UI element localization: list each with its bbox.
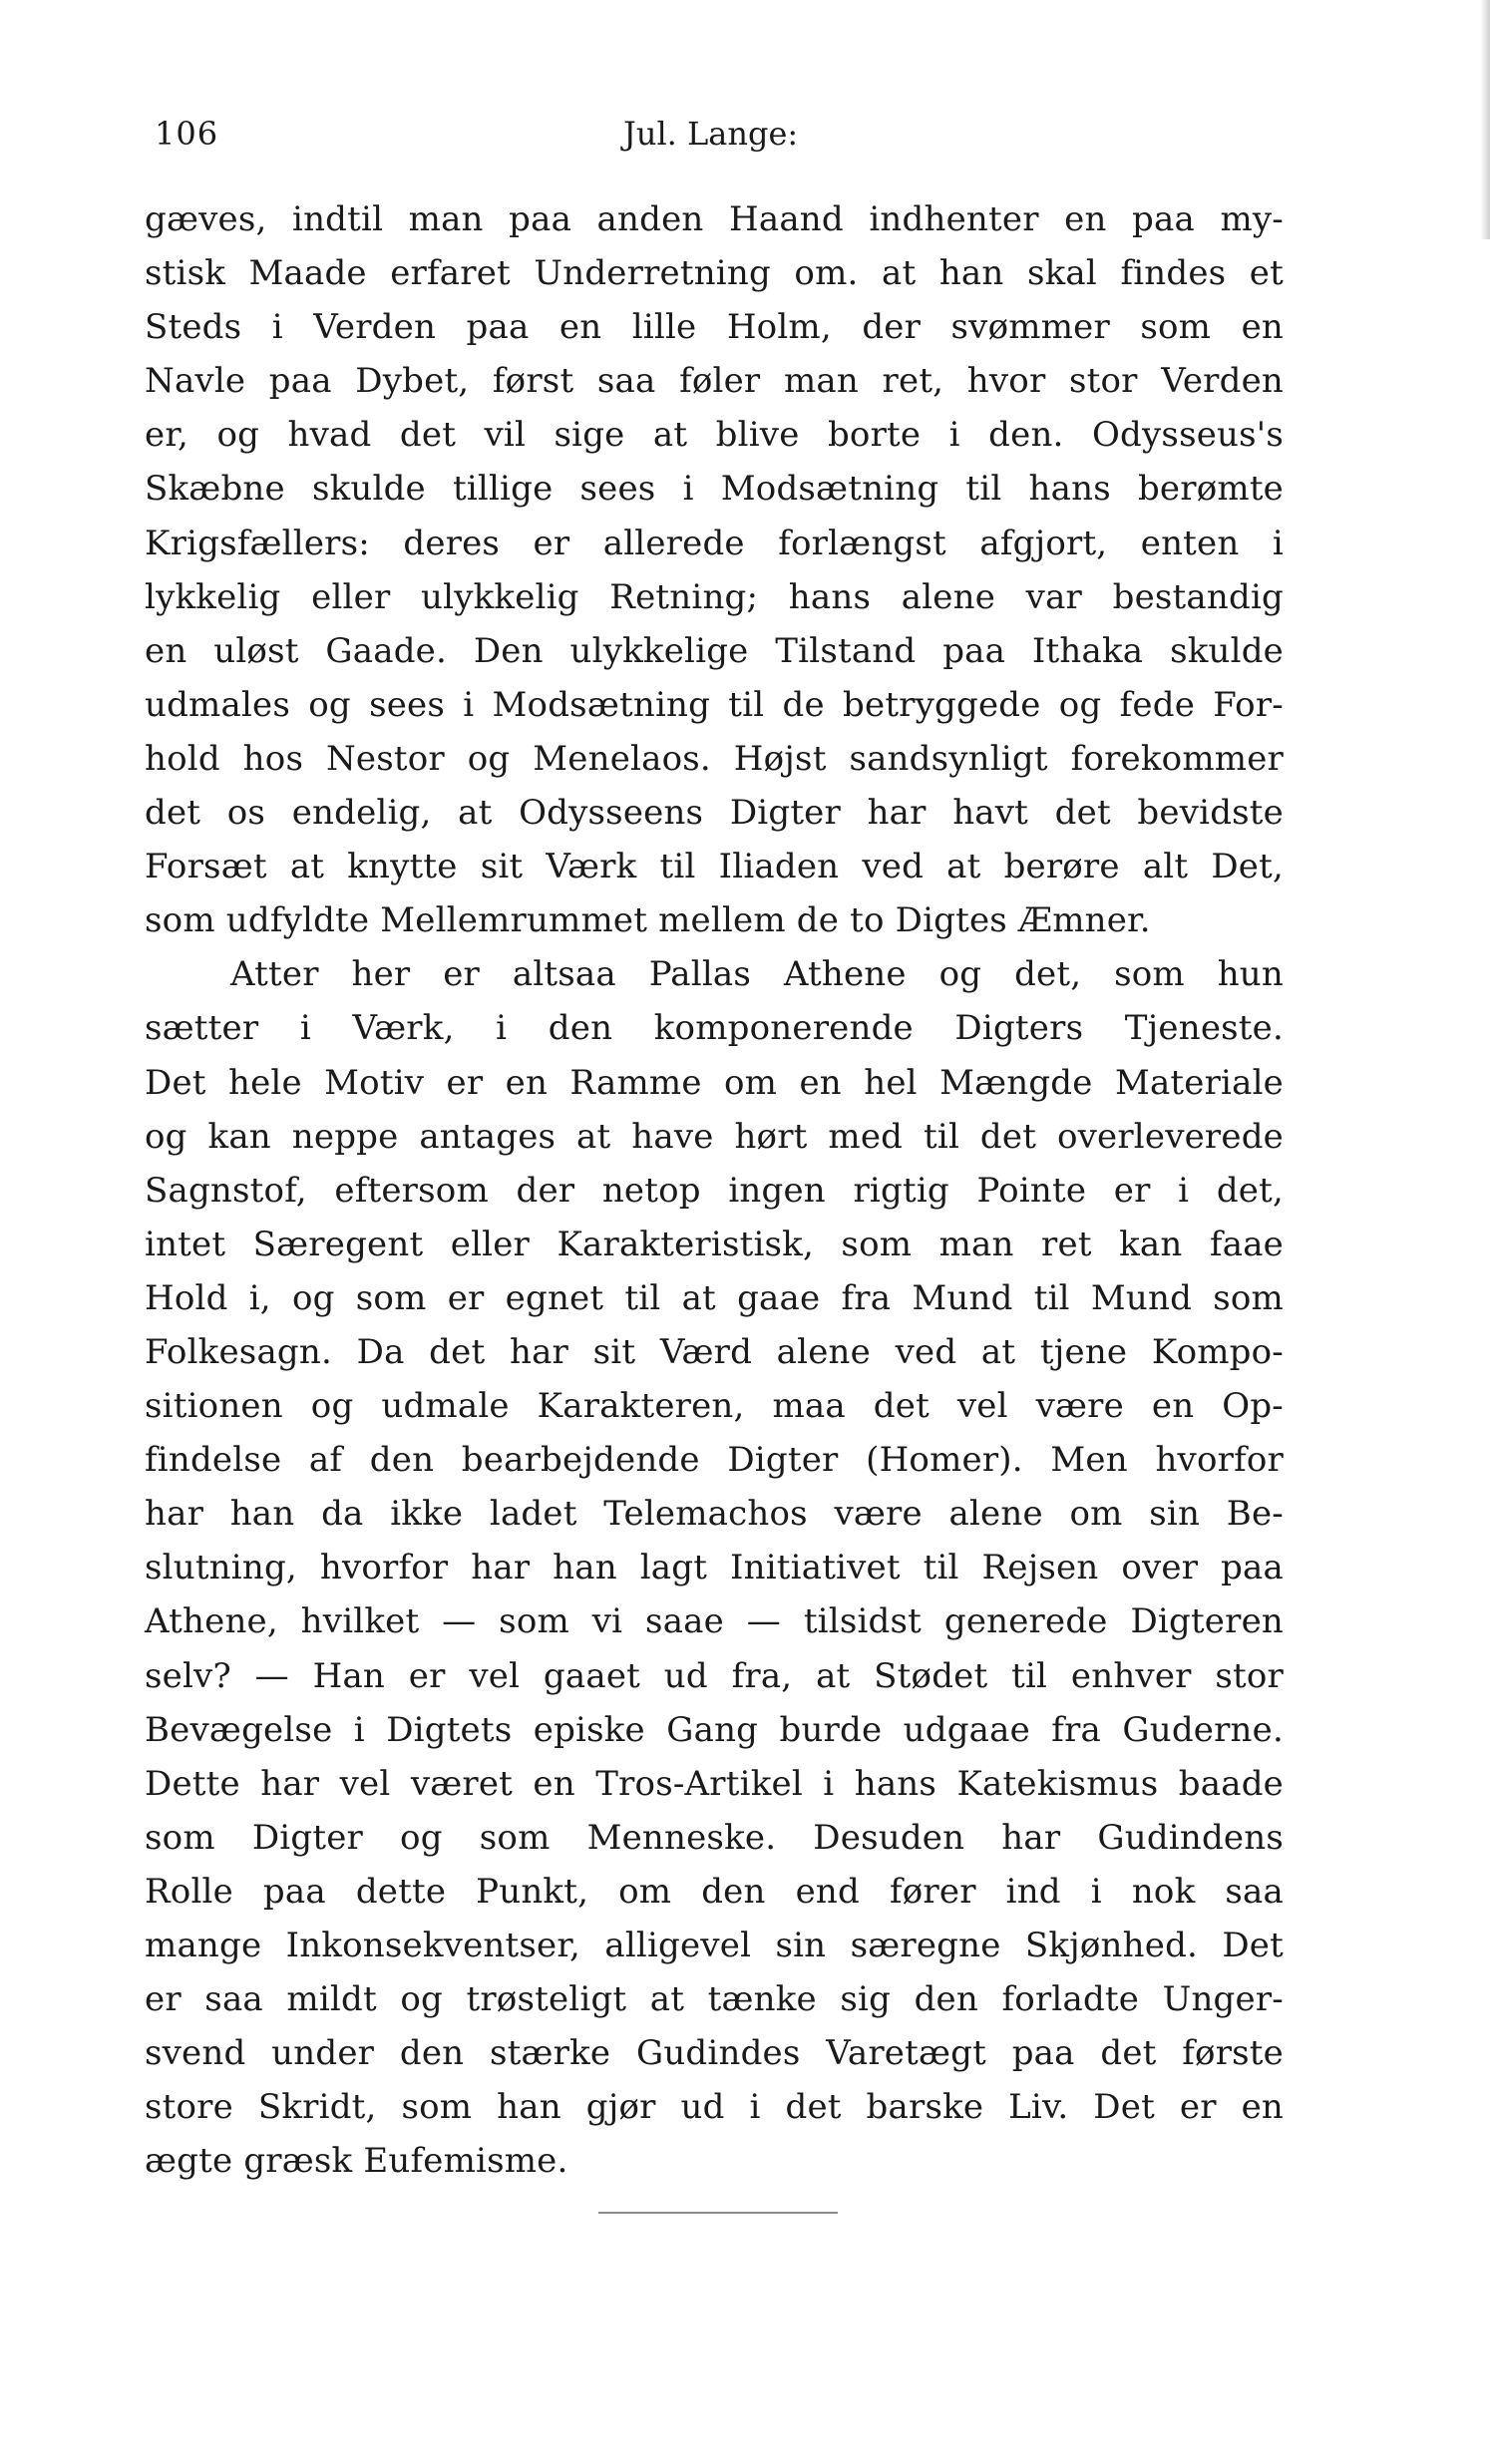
text-line: mange Inkonsekventser, alligevel sin særegne Skjønhed. Det	[145, 1926, 1284, 1965]
text-line: store Skridt, som han gjør ud i det barske Liv. Det er en	[145, 2087, 1284, 2128]
text-line: Skæbne skulde tillige sees i Modsætning til hans berømte	[145, 469, 1284, 510]
text-line: svend under den stærke Gudindes Varetægt paa det første	[145, 2033, 1284, 2074]
paragraph-end-line: som udfyldte Mellemrummet mellem de to Digtes Æmner.	[145, 900, 1151, 941]
text-line: lykkelig eller ulykkelig Retning; hans alene var bestandig	[145, 576, 1284, 617]
text-line: Rolle paa dette Punkt, om den end fører ind i nok saa	[145, 1871, 1284, 1912]
text-line: Steds i Verden paa en lille Holm, der svømmer som en	[145, 307, 1284, 348]
page-edge-shadow	[1480, 0, 1490, 239]
text-line: er, og hvad det vil sige at blive borte i den. Odysseus's	[145, 415, 1284, 456]
text-line: og kan neppe antages at have hørt med til det overleverede	[145, 1116, 1284, 1157]
text-line: som Digter og som Menneske. Desuden har Gudindens	[145, 1817, 1284, 1858]
text-line: sitionen og udmale Karakteren, maa det vel være en Op-	[145, 1386, 1284, 1427]
page-header	[155, 115, 1292, 155]
text-line: Krigsfællers: deres er allerede forlængst afgjort, enten i	[145, 523, 1284, 563]
text-line: Bevægelse i Digtets episke Gang burde udgaae fra Guderne.	[145, 1709, 1284, 1750]
text-line: Sagnstof, eftersom der netop ingen rigtig Pointe er i det,	[145, 1170, 1284, 1211]
text-line: er saa mildt og trøsteligt at tænke sig den forladte Unger-	[145, 1979, 1284, 2020]
text-line: Forsæt at knytte sit Værk til Iliaden ved at berøre alt Det,	[145, 847, 1284, 887]
text-line: Det hele Motiv er en Ramme om en hel Mængde Materiale	[145, 1062, 1284, 1103]
body-text	[145, 192, 1284, 2188]
text-line: sætter i Værk, i den komponerende Digters Tjeneste.	[145, 1008, 1284, 1049]
text-line: Hold i, og som er egnet til at gaae fra Mund til Mund som	[145, 1277, 1284, 1318]
text-line: Dette har vel været en Tros-Artikel i hans Katekismus baade	[145, 1763, 1284, 1804]
page-number: 106	[155, 115, 219, 153]
paragraph-start-line: Atter her er altsaa Pallas Athene og det, som hun	[230, 954, 1284, 995]
section-divider	[598, 2212, 838, 2214]
text-line: en uløst Gaade. Den ulykkelige Tilstand paa Ithaka skulde	[145, 630, 1284, 671]
text-line: Folkesagn. Da det har sit Værd alene ved at tjene Kompo-	[145, 1331, 1284, 1372]
text-line: intet Særegent eller Karakteristisk, som man ret kan faae	[145, 1224, 1284, 1264]
text-line: Athene, hvilket — som vi saae — tilsidst generede Digteren	[145, 1601, 1284, 1642]
paragraph-end-line: ægte græsk Eufemisme.	[145, 2141, 568, 2182]
text-line: det os endelig, at Odysseens Digter har havt det bevidste	[145, 793, 1284, 834]
text-line: slutning, hvorfor har han lagt Initiativet til Rejsen over paa	[145, 1548, 1284, 1588]
text-line: selv? — Han er vel gaaet ud fra, at Stødet til enhver stor	[145, 1655, 1284, 1696]
text-line: stisk Maade erfaret Underretning om. at han skal findes et	[145, 253, 1284, 294]
running-head: Jul. Lange:	[623, 115, 799, 153]
text-line: hold hos Nestor og Menelaos. Højst sandsynligt forekommer	[145, 738, 1284, 779]
text-line: Navle paa Dybet, først saa føler man ret, hvor stor Verden	[145, 361, 1284, 402]
text-line: udmales og sees i Modsætning til de betryggede og fede For-	[145, 684, 1284, 725]
text-line: gæves, indtil man paa anden Haand indhenter en paa my-	[145, 199, 1284, 239]
text-line: findelse af den bearbejdende Digter (Homer). Men hvorfor	[145, 1440, 1284, 1481]
text-line: har han da ikke ladet Telemachos være alene om sin Be-	[145, 1494, 1284, 1535]
